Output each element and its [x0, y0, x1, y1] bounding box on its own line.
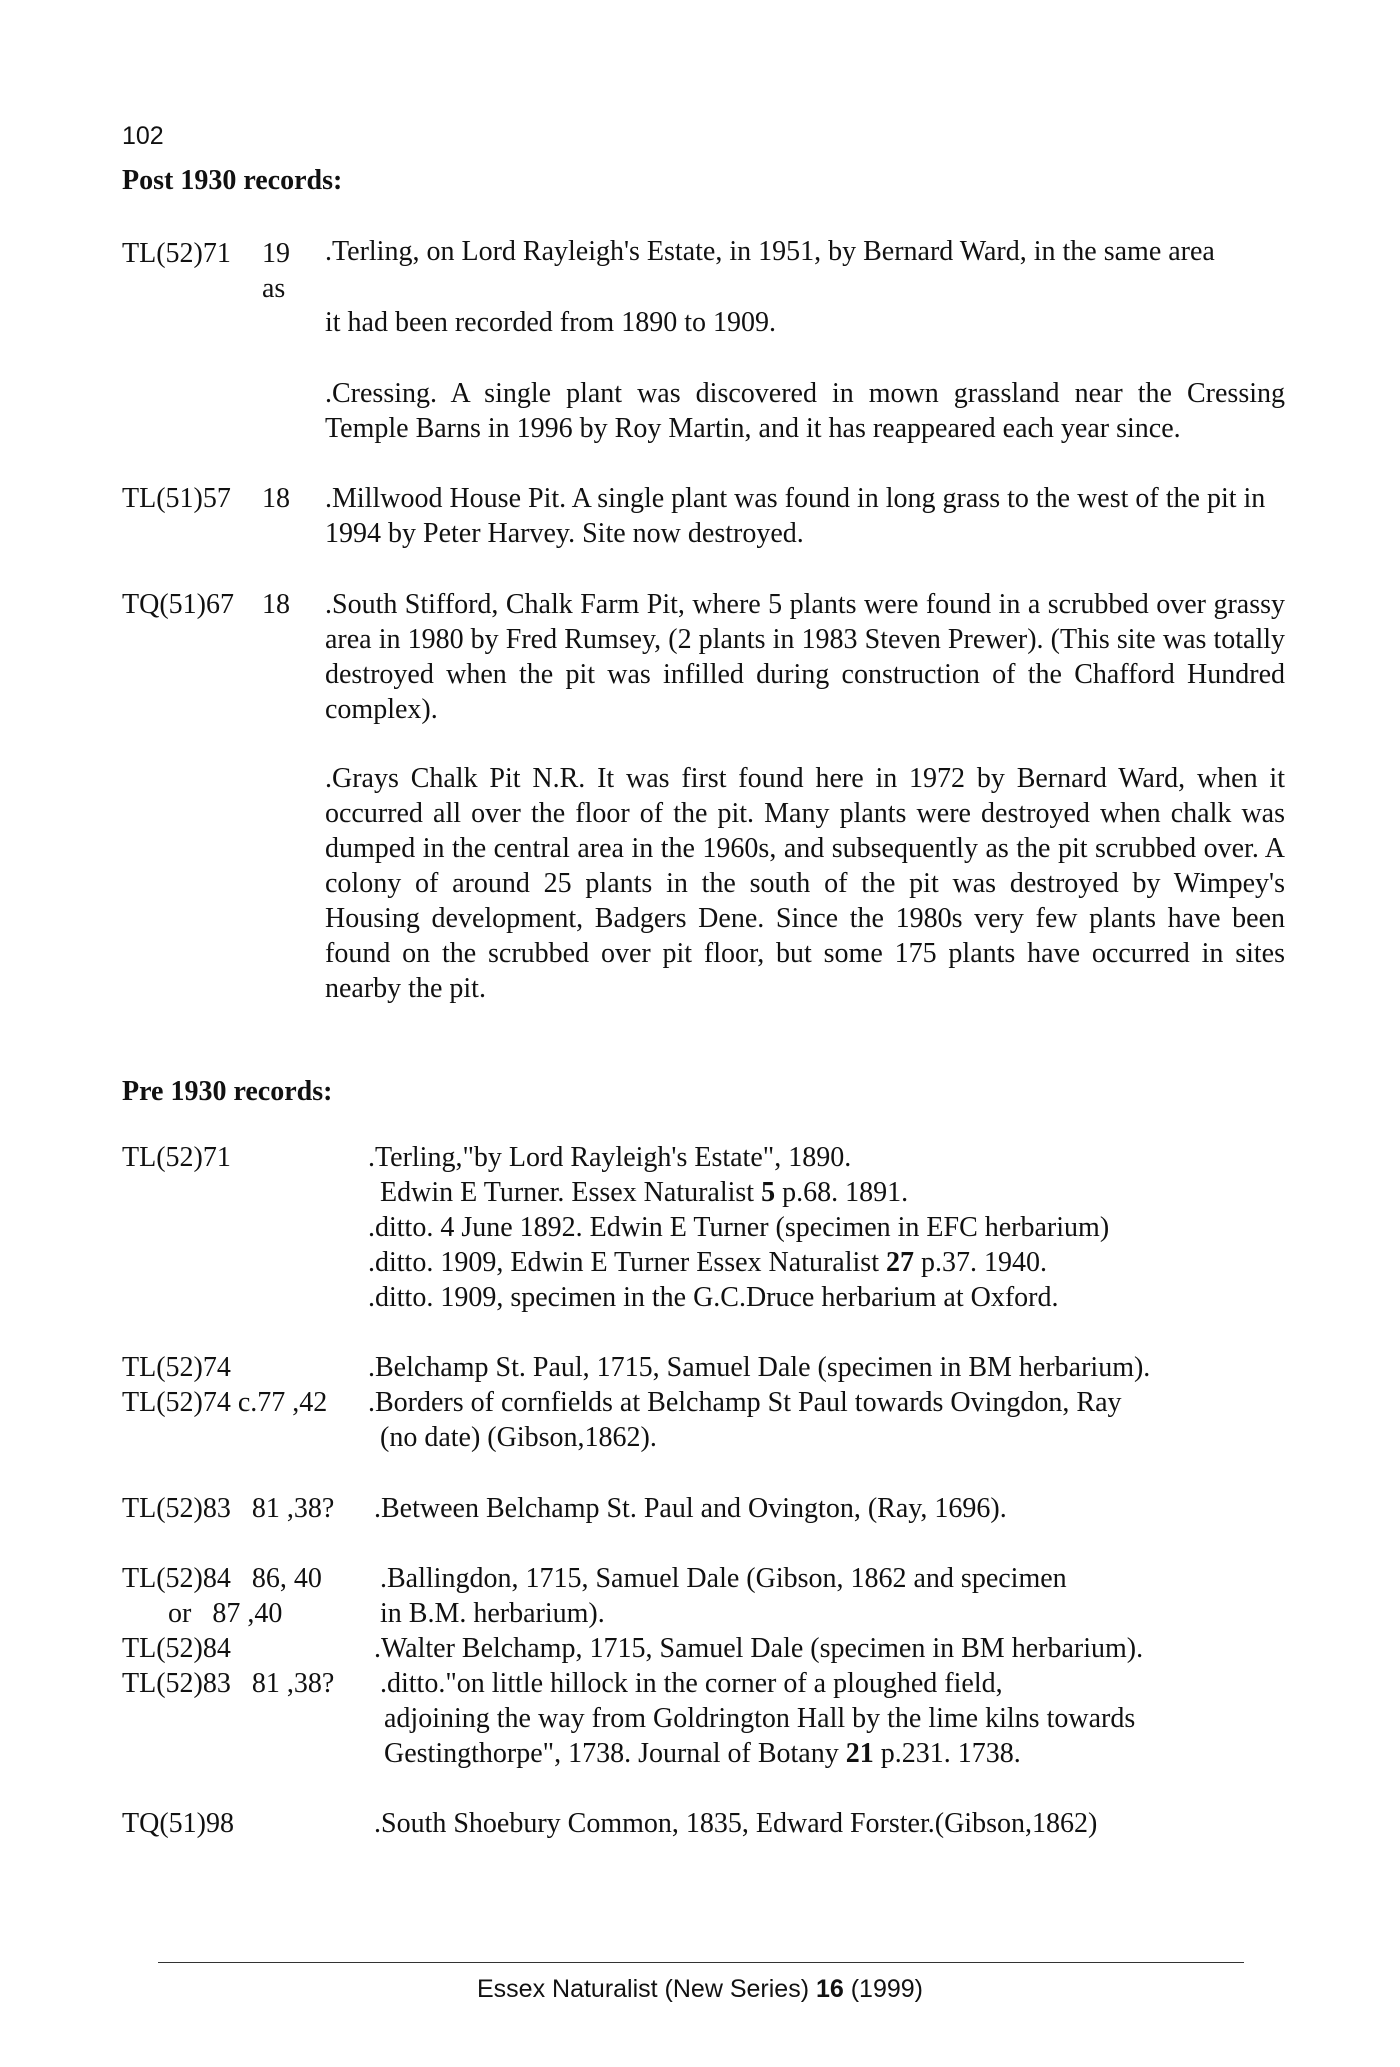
- walter-text: .Walter Belchamp, 1715, Samuel Dale (specimen in BM herbarium).: [374, 1633, 1144, 1664]
- ditto-1909-line: .ditto. 1909, Edwin E Turner Essex Naturalist 27 p.37. 1940.: [368, 1247, 1047, 1278]
- footer-divider: [158, 1962, 1244, 1963]
- borders-cont: (no date) (Gibson,1862).: [380, 1422, 657, 1453]
- ballingdon-grid: TL(52)84 86, 40: [122, 1563, 322, 1594]
- post-entry-3-text: .Millwood House Pit. A single plant was found in long grass to the west of the pit in 1994 by Peter Harvey. Site now destroyed.: [325, 483, 1266, 549]
- borders-text: .Borders of cornfields at Belchamp St Paul towards Ovingdon, Ray: [368, 1387, 1122, 1418]
- ditto-1892-line: .ditto. 4 June 1892. Edwin E Turner (specimen in EFC herbarium): [368, 1212, 1110, 1243]
- post-entry-4-text: .South Stifford, Chalk Farm Pit, where 5 plants were found in a scrubbed over grassy area in 1980 by Fred Rumsey, (2 plants in 1983 Steven Prewer). (This site was totally destroyed when the pit was infilled during construction of the Chafford Hundred complex).: [325, 589, 1285, 725]
- shoebury-text: .South Shoebury Common, 1835, Edward Forster.(Gibson,1862): [374, 1808, 1098, 1839]
- post-entry-2-text: .Cressing. A single plant was discovered in mown grassland near the Cressing Temple Barns in 1996 by Roy Martin, and it has reappeared each year since.: [325, 378, 1285, 444]
- hillock-cont: adjoining the way from Goldrington Hall by the lime kilns towards: [384, 1703, 1136, 1734]
- turner-1891-line: Edwin E Turner. Essex Naturalist 5 p.68. 1891.: [380, 1177, 909, 1208]
- ballingdon-grid-alt: or 87 ,40: [168, 1598, 283, 1629]
- post-entry-4-year: 18: [262, 589, 290, 620]
- hillock-cont-2: Gestingthorpe", 1738. Journal of Botany 21 p.231. 1738.: [384, 1738, 1021, 1769]
- post-entry-3-grid: TL(51)57: [122, 483, 231, 514]
- hillock-text: .ditto."on little hillock in the corner of a ploughed field,: [380, 1668, 1003, 1699]
- post-entry-3-year: 18: [262, 483, 290, 514]
- walter-grid: TL(52)84: [122, 1633, 231, 1664]
- post-entry-5-text: .Grays Chalk Pit N.R. It was first found here in 1972 by Bernard Ward, when it occurred all over the floor of the pit. Many plants were destroyed when chalk was dumped in the central area in the 1960s, and subsequently as the pit scrubbed over. A colony of around 25 plants in the south of the pit was destroyed by Wimpey's Housing development, Badgers Dene. Since the 1980s very few plants have been found on the scrubbed over pit floor, but some 175 plants have occurred in sites nearby the pit.: [325, 763, 1285, 1004]
- page-number: 102: [122, 122, 164, 150]
- footer-citation: Essex Naturalist (New Series) 16 (1999): [476, 1975, 923, 2003]
- shoebury-grid: TQ(51)98: [122, 1808, 234, 1839]
- post-entry-4-grid: TQ(51)67: [122, 589, 234, 620]
- post-entry-1-text-cont: it had been recorded from 1890 to 1909.: [325, 307, 776, 338]
- borders-grid: TL(52)74 c.77 ,42: [122, 1387, 328, 1418]
- belchamp-text: .Belchamp St. Paul, 1715, Samuel Dale (specimen in BM herbarium).: [368, 1352, 1151, 1383]
- between-text: .Between Belchamp St. Paul and Ovington, (Ray, 1696).: [374, 1493, 1007, 1524]
- terling-line: .Terling,"by Lord Rayleigh's Estate", 1890.: [368, 1142, 852, 1173]
- pre-1930-heading: Pre 1930 records:: [122, 1076, 333, 1107]
- post-entry-1-grid: TL(52)71: [122, 238, 231, 269]
- post-1930-heading: Post 1930 records:: [122, 165, 343, 196]
- post-entry-1-text: .Terling, on Lord Rayleigh's Estate, in 1951, by Bernard Ward, in the same area: [325, 236, 1215, 267]
- post-entry-1-year: 19: [262, 238, 290, 269]
- terling-grid: TL(52)71: [122, 1142, 231, 1173]
- belchamp-grid: TL(52)74: [122, 1352, 231, 1383]
- hillock-grid: TL(52)83 81 ,38?: [122, 1668, 335, 1699]
- ballingdon-cont: in B.M. herbarium).: [380, 1598, 605, 1629]
- between-grid: TL(52)83 81 ,38?: [122, 1493, 335, 1524]
- ditto-druce-line: .ditto. 1909, specimen in the G.C.Druce herbarium at Oxford.: [368, 1282, 1059, 1313]
- post-entry-1-year-cont: as: [262, 273, 286, 304]
- ballingdon-text: .Ballingdon, 1715, Samuel Dale (Gibson, 1862 and specimen: [380, 1563, 1067, 1594]
